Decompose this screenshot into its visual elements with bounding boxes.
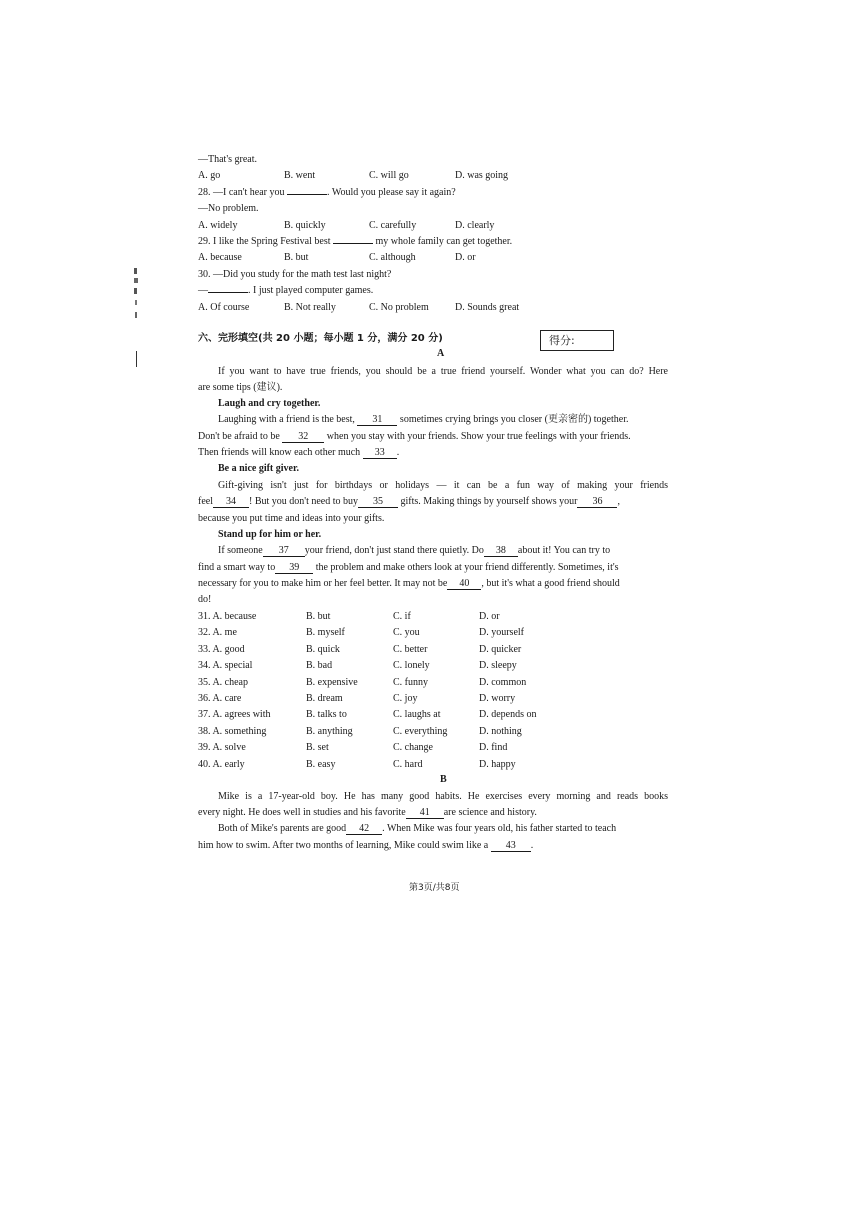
cloze-32-option-a[interactable]: 32. A. me	[198, 627, 237, 639]
cloze-33-option-c[interactable]: C. better	[393, 643, 428, 655]
paragraph-line: Laughing with a friend is the best, 31 sometimes crying brings you closer (更亲密的) together.	[218, 414, 629, 425]
paragraph-line: If someone 37 your friend, don't just stand there quietly. Do 38 about it! You can try to	[218, 545, 611, 556]
option-c[interactable]: C. No problem	[369, 302, 429, 313]
option-d[interactable]: D. Sounds great	[455, 302, 520, 313]
cloze-35-option-a[interactable]: 35. A. cheap	[198, 676, 248, 688]
cloze-40-option-b[interactable]: B. easy	[306, 758, 336, 770]
cloze-37-option-a[interactable]: 37. A. agrees with	[198, 709, 271, 721]
paragraph-line: Then friends will know each other much 33 .	[198, 447, 400, 458]
intro-line: If you want to have true friends, you should be a true friend yourself. Wonder what you can do? Here	[218, 366, 668, 377]
cloze-36-option-a[interactable]: 36. A. care	[198, 693, 242, 704]
cloze-35-option-d[interactable]: D. common	[479, 676, 527, 688]
option-b[interactable]: B. Not really	[284, 302, 336, 313]
cloze-31-option-d[interactable]: D. or	[479, 611, 500, 622]
cloze-blank-35[interactable]: 35	[358, 496, 398, 508]
option-c[interactable]: C. although	[369, 252, 416, 263]
option-d[interactable]: D. or	[455, 252, 476, 263]
answer-blank[interactable]	[287, 194, 327, 195]
option-a[interactable]: A. because	[198, 252, 242, 263]
paragraph-line: do!	[198, 594, 212, 605]
cloze-33-option-b[interactable]: B. quick	[306, 643, 340, 655]
question-30: 30. —Did you study for the math test last night?	[198, 269, 392, 280]
cloze-blank-40[interactable]: 40	[447, 578, 481, 590]
option-a[interactable]: A. Of course	[198, 302, 250, 313]
cloze-39-option-c[interactable]: C. change	[393, 742, 433, 754]
score-label: 得分:	[549, 334, 575, 347]
page-number: 第3页/共8页	[409, 883, 460, 893]
cloze-32-option-b[interactable]: B. myself	[306, 627, 345, 639]
cloze-blank-41[interactable]: 41	[406, 807, 444, 819]
option-b[interactable]: B. quickly	[284, 220, 326, 231]
cloze-blank-42[interactable]: 42	[346, 823, 382, 835]
cloze-32-option-c[interactable]: C. you	[393, 627, 420, 639]
cloze-blank-32[interactable]: 32	[282, 431, 324, 443]
option-b[interactable]: B. went	[284, 170, 316, 181]
cloze-39-option-a[interactable]: 39. A. solve	[198, 742, 246, 754]
cloze-40-option-c[interactable]: C. hard	[393, 758, 423, 770]
cloze-35-option-c[interactable]: C. funny	[393, 676, 428, 688]
option-d[interactable]: D. clearly	[455, 220, 495, 231]
q30-reply: — . I just played computer games.	[198, 285, 374, 296]
cloze-blank-39[interactable]: 39	[275, 562, 313, 574]
cloze-33-option-d[interactable]: D. quicker	[479, 643, 522, 655]
cloze-39-option-b[interactable]: B. set	[306, 742, 329, 754]
tip-heading: Stand up for him or her.	[218, 529, 322, 540]
cloze-blank-37[interactable]: 37	[263, 545, 305, 557]
cloze-31-option-c[interactable]: C. if	[393, 611, 411, 622]
paragraph-line: feel 34 ! But you don't need to buy 35 gifts. Making things by yourself shows your 36 ,	[198, 496, 620, 507]
option-d[interactable]: D. was going	[455, 170, 509, 181]
paragraph-line: Gift-giving isn't just for birthdays or holidays — it can be a fun way of making your friends	[218, 480, 668, 491]
cloze-34-option-a[interactable]: 34. A. special	[198, 660, 253, 672]
cloze-33-option-a[interactable]: 33. A. good	[198, 643, 245, 655]
cloze-blank-31[interactable]: 31	[357, 414, 397, 426]
cloze-blank-34[interactable]: 34	[213, 496, 249, 508]
score-box[interactable]	[540, 330, 614, 351]
cloze-38-option-c[interactable]: C. everything	[393, 725, 448, 737]
cloze-40-option-d[interactable]: D. happy	[479, 758, 516, 770]
option-a[interactable]: A. go	[198, 170, 221, 181]
option-a[interactable]: A. widely	[198, 220, 238, 231]
tip-heading: Be a nice gift giver.	[218, 463, 300, 474]
cloze-31-option-a[interactable]: 31. A. because	[198, 611, 257, 622]
cloze-blank-43[interactable]: 43	[491, 840, 531, 852]
paragraph-line: Don't be afraid to be 32 when you stay with your friends. Show your true feelings with your friends.	[198, 431, 631, 442]
q28-reply: —No problem.	[198, 203, 259, 214]
intro-line: are some tips (建议).	[198, 382, 283, 393]
cloze-40-option-a[interactable]: 40. A. early	[198, 758, 245, 770]
cloze-38-option-a[interactable]: 38. A. something	[198, 725, 267, 737]
section-title: 六、完形填空(共 20 小题；每小题 1 分，满分 20 分)	[198, 333, 443, 344]
cloze-39-option-d[interactable]: D. find	[479, 742, 508, 754]
paragraph-line: necessary for you to make him or her feel better. It may not be 40 , but it's what a good friend should	[198, 578, 620, 589]
paragraph-line: every night. He does well in studies and his favorite 41 are science and history.	[198, 807, 537, 818]
cloze-37-option-c[interactable]: C. laughs at	[393, 709, 441, 721]
answer-blank[interactable]	[208, 292, 248, 293]
answer-blank[interactable]	[333, 243, 373, 244]
paragraph-line: Mike is a 17-year-old boy. He has many good habits. He exercises every morning and reads books	[218, 791, 668, 802]
option-c[interactable]: C. will go	[369, 170, 409, 181]
cloze-34-option-b[interactable]: B. bad	[306, 660, 333, 672]
cloze-blank-38[interactable]: 38	[484, 545, 518, 557]
passage-b-label: B	[440, 774, 447, 785]
margin-line	[136, 351, 137, 367]
question-29: 29. I like the Spring Festival best my whole family can get together.	[198, 236, 513, 247]
cloze-blank-33[interactable]: 33	[363, 447, 397, 459]
cloze-31-option-b[interactable]: B. but	[306, 611, 331, 622]
cloze-blank-36[interactable]: 36	[577, 496, 617, 508]
prev-question-tail: —That's great.	[198, 154, 258, 165]
cloze-34-option-d[interactable]: D. sleepy	[479, 660, 517, 672]
passage-a-label: A	[437, 348, 445, 359]
option-c[interactable]: C. carefully	[369, 220, 417, 231]
cloze-34-option-c[interactable]: C. lonely	[393, 660, 430, 672]
cloze-36-option-b[interactable]: B. dream	[306, 693, 343, 704]
paragraph-line: because you put time and ideas into your gifts.	[198, 513, 385, 524]
paragraph-line: Both of Mike's parents are good 42 . When Mike was four years old, his father started to teach	[218, 823, 617, 834]
cloze-37-option-d[interactable]: D. depends on	[479, 709, 537, 721]
cloze-38-option-d[interactable]: D. nothing	[479, 725, 522, 737]
cloze-36-option-c[interactable]: C. joy	[393, 693, 418, 704]
cloze-37-option-b[interactable]: B. talks to	[306, 709, 347, 721]
margin-scan-marks	[132, 268, 140, 323]
option-b[interactable]: B. but	[284, 252, 309, 263]
cloze-38-option-b[interactable]: B. anything	[306, 725, 353, 737]
paragraph-line: him how to swim. After two months of learning, Mike could swim like a 43 .	[198, 840, 534, 851]
question-28: 28. —I can't hear you . Would you please say it again?	[198, 187, 456, 198]
cloze-32-option-d[interactable]: D. yourself	[479, 627, 524, 639]
paragraph-line: find a smart way to 39 the problem and make others look at your friend differently. Sometimes, it's	[198, 562, 619, 573]
cloze-35-option-b[interactable]: B. expensive	[306, 676, 358, 688]
cloze-36-option-d[interactable]: D. worry	[479, 693, 516, 704]
tip-heading: Laugh and cry together.	[218, 398, 321, 409]
